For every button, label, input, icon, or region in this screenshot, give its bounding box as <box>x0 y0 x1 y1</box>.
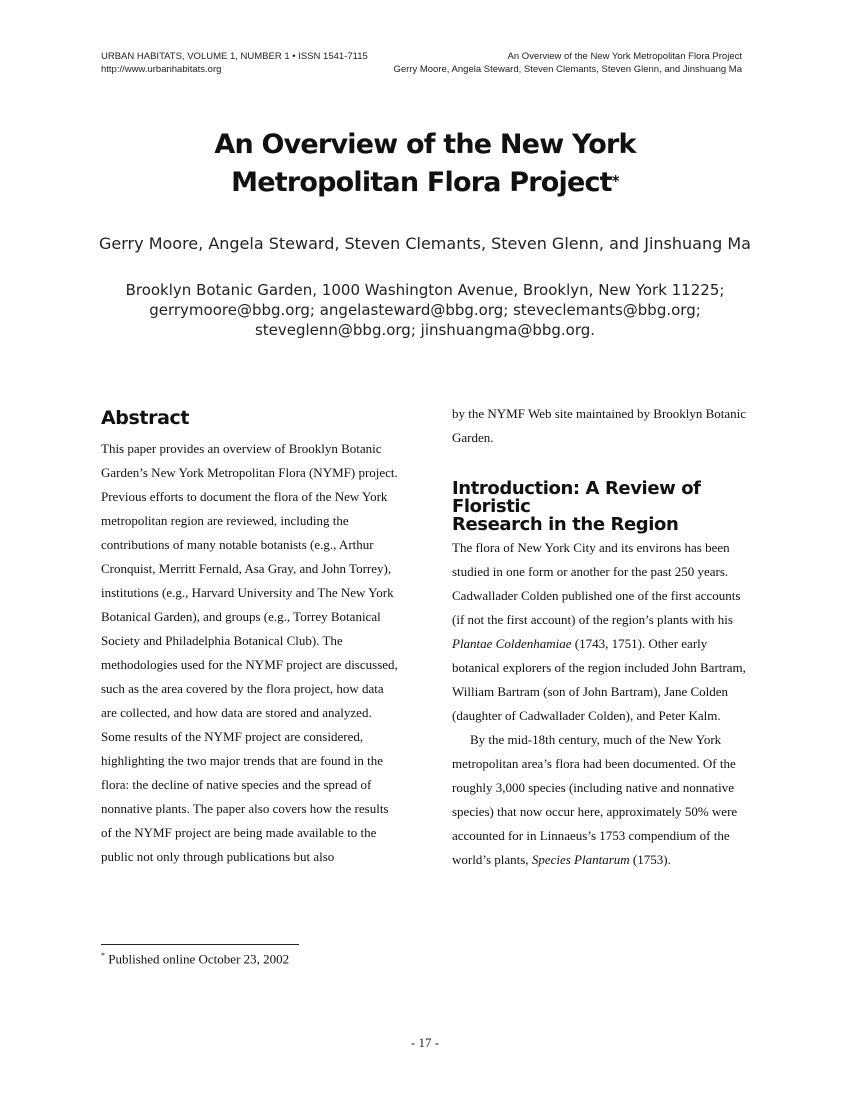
page-number: - 17 - <box>410 1035 440 1050</box>
intro-p1-text-a: The flora of New York City and its environs has been studied in one form or another for the past 250 years. Cadwallader Colden published one of the first accounts (if not the first account) of the region’s plants with his <box>452 540 741 627</box>
author-list: Gerry Moore, Angela Steward, Steven Clemants, Steven Glenn, and Jinshuang Ma <box>99 234 751 253</box>
introduction-paragraph-1 <box>452 536 752 728</box>
footnote-divider <box>101 944 299 945</box>
title-footnote-mark: * <box>611 172 619 190</box>
left-column <box>101 407 401 869</box>
title-line-2 <box>0 164 850 202</box>
footnote-mark: * <box>101 951 105 960</box>
running-header-left <box>101 50 368 76</box>
abstract-continuation: by the NYMF Web site maintained by Brooklyn Botanic Garden. <box>452 406 747 445</box>
paper-title <box>0 126 850 202</box>
title-line-1: An Overview of the New York <box>214 129 636 160</box>
introduction-heading-line-1: Introduction: A Review of Floristic <box>452 478 701 517</box>
right-column <box>452 402 752 872</box>
introduction-heading <box>452 480 752 534</box>
affiliation-block <box>0 280 850 340</box>
intro-p2-book-title: Species Plantarum <box>531 852 630 867</box>
abstract-text: This paper provides an overview of Brooklyn Botanic Garden’s New York Metropolitan Flora (NYMF) project. Previous efforts to document the flora of the New York metropolitan region are reviewed, including the contributions of many notable botanists (e.g., Arthur Cronquist, Merritt Fernald, Asa Gray, and John Torrey), institutions (e.g., Harvard University and The New York Botanical Garden), and groups (e.g., Torrey Botanical Society and Philadelphia Botanical Club). The methodologies used for the NYMF project are discussed, such as the area covered by the flora project, how data are collected, and how data are stored and analyzed. Some results of the NYMF project are considered, highlighting the two major trends that are found in the flora: the decline of native species and the spread of nonnative plants. The paper also covers how the results of the NYMF project are being made available to the public not only through publications but also <box>101 441 398 864</box>
intro-p1-book-title: Plantae Coldenhamiae <box>452 636 572 651</box>
title-line-2-text: Metropolitan Flora Project <box>231 167 612 198</box>
introduction-heading-line-2: Research in the Region <box>452 514 679 535</box>
introduction-paragraph-2 <box>452 728 752 872</box>
intro-p2-text-b: (1753). <box>629 852 671 867</box>
journal-url[interactable]: http://www.urbanhabitats.org <box>101 64 222 75</box>
intro-p1-text-b: (1743, 1751). Other early botanical explorers of the region included John Bartram, William Bartram (son of John Bartram), Jane Colden (daughter of Cadwallader Colden), and Peter Kalm. <box>452 636 746 723</box>
affiliation-address: Brooklyn Botanic Garden, 1000 Washington Avenue, Brooklyn, New York 11225; <box>125 281 725 299</box>
journal-citation: URBAN HABITATS, VOLUME 1, NUMBER 1 • ISSN 1541-7115 <box>101 51 368 62</box>
footnote <box>101 951 289 967</box>
running-title: An Overview of the New York Metropolitan Flora Project <box>507 51 742 62</box>
running-header-right <box>393 50 742 76</box>
footnote-text: Published online October 23, 2002 <box>105 951 290 967</box>
abstract-heading: Abstract <box>101 407 190 429</box>
affiliation-emails-2[interactable]: steveglenn@bbg.org; jinshuangma@bbg.org. <box>254 321 596 339</box>
affiliation-emails-1[interactable]: gerrymoore@bbg.org; angelasteward@bbg.org; steveclemants@bbg.org; <box>149 301 701 319</box>
running-authors: Gerry Moore, Angela Steward, Steven Clemants, Steven Glenn, and Jinshuang Ma <box>393 64 742 75</box>
intro-p2-text-a: By the mid-18th century, much of the New York metropolitan area’s flora had been documented. Of the roughly 3,000 species (including native and nonnative species) that now occur here, approximately 50% were accounted for in Linnaeus’s 1753 compendium of the world’s plants, <box>452 732 738 867</box>
